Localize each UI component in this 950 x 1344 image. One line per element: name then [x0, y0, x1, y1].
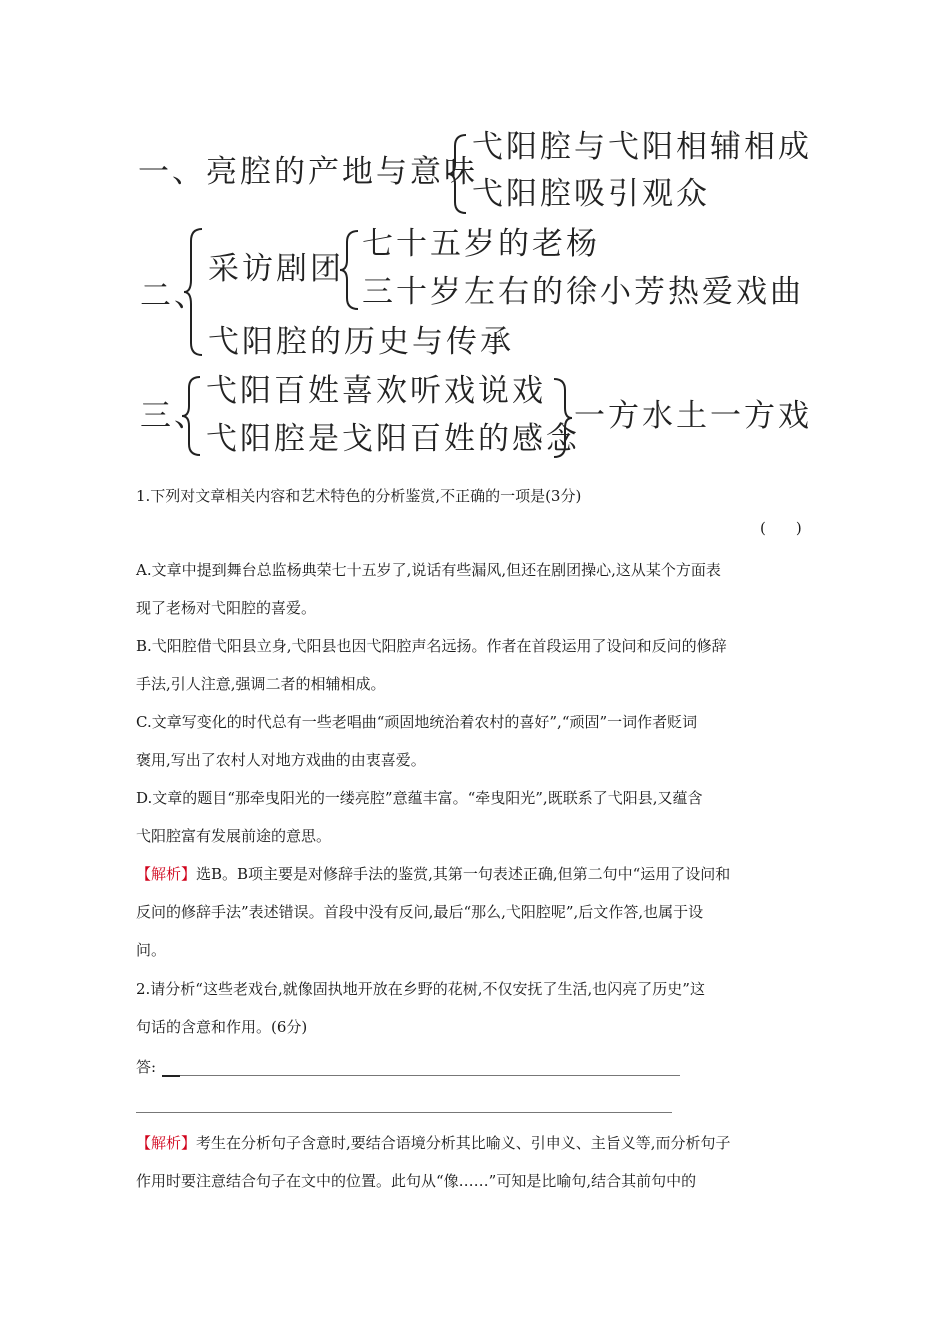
q1-analysis-text-1: 选B。B项主要是对修辞手法的鉴赏,其第一句表述正确,但第二句中“运用了设问和 — [196, 865, 731, 883]
closing-brace-icon — [550, 376, 574, 460]
outline-two-branch-2: 弋阳腔的历史与传承 — [208, 324, 514, 360]
q2-analysis-text-1: 考生在分析句子含意时,要结合语境分析其比喻义、引申义、主旨义等,而分析句子 — [196, 1134, 731, 1152]
q1-option-b-line-2: 手法,引人注意,强调二者的相辅相成。 — [136, 675, 386, 693]
q1-option-c-line-1: C.文章写变化的时代总有一些老唱曲“顽固地统治着农村的喜好”,“顽固”一词作者贬词 — [136, 713, 698, 731]
q1-option-a-line-1: A.文章中提到舞台总监杨典荣七十五岁了,说话有些漏风,但还在剧团操心,这从某个方面表 — [136, 561, 721, 579]
answer-blank-line-1[interactable] — [180, 1075, 680, 1076]
outline-one-branch-2: 弋阳腔吸引观众 — [472, 176, 710, 212]
q1-option-c-line-2: 褒用,写出了农村人对地方戏曲的由衷喜爱。 — [136, 751, 426, 769]
outline-one-head: 一、亮腔的产地与意味 — [138, 154, 478, 190]
outline-two-subhead: 采访剧团 — [208, 251, 344, 287]
analysis-tag: 【解析】 — [136, 1134, 197, 1152]
brace-icon — [182, 226, 206, 358]
analysis-tag: 【解析】 — [136, 865, 197, 883]
brace-icon — [338, 228, 362, 312]
outline-three-branch-2: 弋阳腔是戈阳百姓的感念 — [206, 421, 580, 457]
q1-analysis-line-1 — [136, 863, 816, 885]
q2-stem-line-2: 句话的含意和作用。(6分) — [136, 1018, 308, 1036]
brace-icon — [180, 374, 204, 458]
q1-option-b-line-1: B.弋阳腔借弋阳县立身,弋阳县也因弋阳腔声名远扬。作者在首段运用了设问和反问的修辞 — [136, 637, 727, 655]
q1-option-d-line-1: D.文章的题目“那牵曳阳光的一缕亮腔”意蕴丰富。“牵曳阳光”,既联系了弋阳县,又蕴含 — [136, 789, 703, 807]
q1-option-d-line-2: 弋阳腔富有发展前途的意思。 — [136, 827, 332, 845]
answer-blank-start — [162, 1075, 180, 1077]
q1-analysis-line-3: 问。 — [136, 941, 167, 959]
q1-analysis-line-2: 反问的修辞手法”表述错误。首段中没有反问,最后“那么,弋阳腔呢”,后文作答,也属于设 — [136, 903, 704, 921]
q1-stem: 1.下列对文章相关内容和艺术特色的分析鉴赏,不正确的一项是(3分) — [136, 487, 582, 505]
outline-three-summary: 一方水土一方戏 — [574, 398, 812, 434]
outline-two-head: 二、 — [140, 278, 208, 314]
q2-analysis-line-2: 作用时要注意结合句子在文中的位置。此句从“像……”可知是比喻句,结合其前句中的 — [136, 1172, 697, 1190]
outline-two-sub-2: 三十岁左右的徐小芳热爱戏曲 — [362, 274, 804, 310]
q1-option-a-line-2: 现了老杨对弋阳腔的喜爱。 — [136, 599, 317, 617]
outline-two-sub-1: 七十五岁的老杨 — [362, 226, 600, 262]
q2-analysis-line-1 — [136, 1132, 816, 1154]
q2-answer-label: 答: — [136, 1058, 157, 1076]
outline-three-head: 三、 — [140, 398, 208, 434]
outline-three-branch-1: 弋阳百姓喜欢听戏说戏 — [206, 373, 546, 409]
brace-icon — [446, 132, 470, 216]
q2-stem-line-1: 2.请分析“这些老戏台,就像固执地开放在乡野的花树,不仅安抚了生活,也闪亮了历史”这 — [136, 980, 705, 998]
q1-answer-paren: ( ) — [760, 519, 802, 537]
outline-one-branch-1: 弋阳腔与弋阳相辅相成 — [472, 129, 812, 165]
answer-blank-line-2[interactable] — [136, 1112, 672, 1113]
